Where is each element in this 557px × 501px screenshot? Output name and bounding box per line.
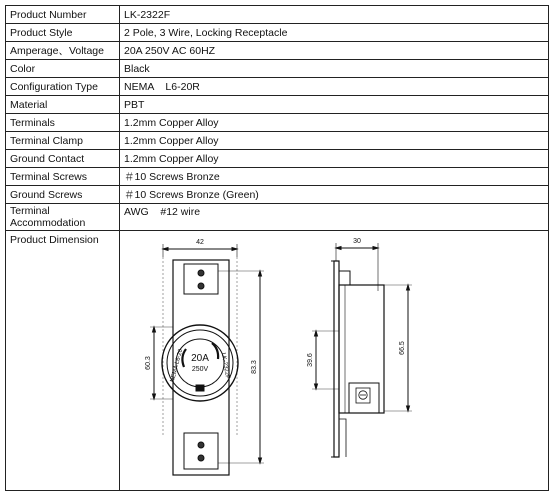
- face-ring-right-text: LK-2322F: [219, 352, 231, 380]
- spec-value: PBT: [120, 96, 549, 114]
- spec-label: Terminal Accommodation: [6, 204, 120, 231]
- spec-table: [5, 5, 549, 491]
- spec-label: Ground Contact: [6, 150, 120, 168]
- front-outer-height-dim: 83.3: [251, 360, 258, 374]
- spec-value: ＃10 Screws Bronze (Green): [120, 186, 549, 204]
- face-rating-voltage: 250V: [191, 366, 209, 373]
- spec-value: AWG #12 wire: [120, 204, 549, 231]
- spec-label: Ground Screws: [6, 186, 120, 204]
- spec-row-terminal-accommodation: [6, 204, 549, 231]
- spec-value: 1.2mm Copper Alloy: [120, 132, 549, 150]
- spec-value: 1.2mm Copper Alloy: [120, 114, 549, 132]
- spec-row-ground-screws: [6, 186, 549, 204]
- spec-value: LK-2322F: [120, 6, 549, 24]
- side-inner-height-dim: 39.6: [307, 353, 314, 367]
- side-view: [312, 243, 412, 457]
- spec-value: NEMA L6-20R: [120, 78, 549, 96]
- spec-value: Black: [120, 60, 549, 78]
- spec-row-terminal-clamp: [6, 132, 549, 150]
- spec-row-terminal-screws: [6, 168, 549, 186]
- dimension-drawing: [120, 231, 557, 487]
- spec-value: 2 Pole, 3 Wire, Locking Receptacle: [120, 24, 549, 42]
- face-ring-left-text: NEMA L6-20: [169, 348, 185, 383]
- spec-row-ground-contact: [6, 150, 549, 168]
- dimension-drawing-cell: [120, 231, 549, 491]
- spec-label: Product Style: [6, 24, 120, 42]
- spec-label: Terminal Screws: [6, 168, 120, 186]
- spec-row-color: [6, 60, 549, 78]
- side-depth-dim: 30: [353, 238, 361, 245]
- front-inner-height-dim: 60.3: [145, 356, 152, 370]
- spec-row-configuration-type: [6, 78, 549, 96]
- spec-label: Product Dimension: [6, 231, 120, 491]
- spec-value: 20A 250V AC 60HZ: [120, 42, 549, 60]
- spec-row-product-style: [6, 24, 549, 42]
- side-outer-height-dim: 66.5: [399, 341, 406, 355]
- spec-row-product-number: [6, 6, 549, 24]
- spec-label: Color: [6, 60, 120, 78]
- spec-label: Material: [6, 96, 120, 114]
- spec-value: 1.2mm Copper Alloy: [120, 150, 549, 168]
- spec-label: Terminals: [6, 114, 120, 132]
- spec-row-material: [6, 96, 549, 114]
- spec-label: Configuration Type: [6, 78, 120, 96]
- front-width-dim: 42: [196, 239, 204, 246]
- spec-label: Amperage、Voltage: [6, 42, 120, 60]
- spec-row-product-dimension: [6, 231, 549, 491]
- spec-value: ＃10 Screws Bronze: [120, 168, 549, 186]
- spec-label: Terminal Clamp: [6, 132, 120, 150]
- spec-label: Product Number: [6, 6, 120, 24]
- face-rating-amperage: 20A: [191, 353, 209, 364]
- spec-row-amperage-voltage: [6, 42, 549, 60]
- spec-row-terminals: [6, 114, 549, 132]
